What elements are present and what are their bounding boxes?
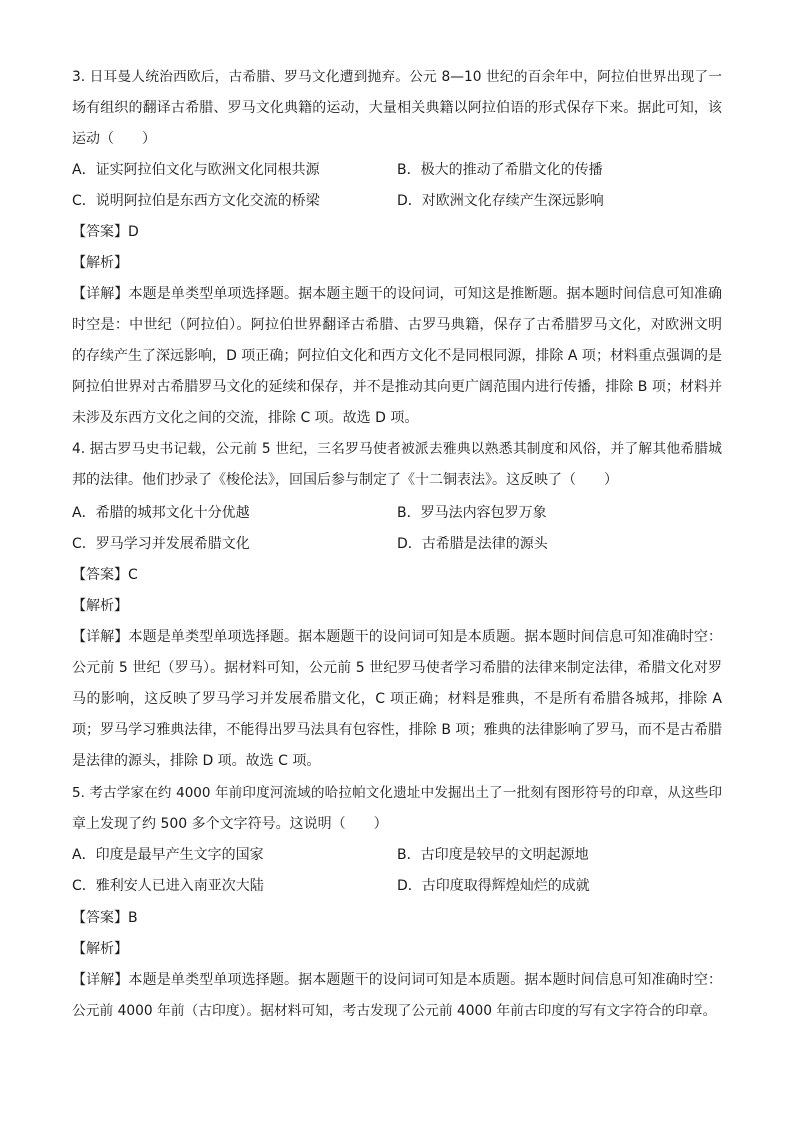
q3-option-a: A．证实阿拉伯文化与欧洲文化同根共源 [72, 162, 320, 178]
q3-option-d: D．对欧洲文化存续产生深远影响 [397, 193, 604, 209]
q3-stem-line-2: 场有组织的翻译古希腊、罗马文化典籍的运动，大量相关典籍以阿拉伯语的形式保存下来。据此可知，该 [72, 100, 722, 116]
q4-detail-line-5: 是法律的源头，排除 D 项。故选 C 项。 [72, 753, 321, 769]
q3-analysis-label: 【解析】 [72, 255, 128, 271]
q3-option-c: C．说明阿拉伯是东西方文化交流的桥梁 [72, 193, 320, 209]
q5-option-d: D．古印度取得辉煌灿烂的成就 [397, 878, 590, 894]
q4-option-d: D．古希腊是法律的源头 [397, 536, 548, 552]
q4-detail-line-3: 马的影响，这反映了罗马学习并发展希腊文化，C 项正确；材料是雅典，不是所有希腊各城邦，排除 A [72, 691, 722, 707]
q5-option-a: A．印度是最早产生文字的国家 [72, 847, 264, 863]
q5-stem-line-2: 章上发现了约 500 多个文字符号。这说明（ ） [72, 816, 388, 832]
q4-option-b: B．罗马法内容包罗万象 [397, 505, 547, 521]
q3-answer: 【答案】D [72, 224, 139, 240]
q3-detail-line-5: 未涉及东西方文化之间的交流，排除 C 项。故选 D 项。 [72, 410, 419, 426]
q3-detail-line-3: 的存续产生了深远影响，D 项正确；阿拉伯文化和西方文化不是同根同源，排除 A 项；材料重点强调的是 [72, 348, 722, 364]
q4-option-a: A．希腊的城邦文化十分优越 [72, 505, 250, 521]
q4-answer: 【答案】C [72, 567, 138, 583]
q3-detail-line-1: 【详解】本题是单类型单项选择题。据本题主题干的设问词，可知这是推断题。据本题时间信息可知准确 [72, 286, 722, 302]
q5-detail-line-2: 公元前 4000 年前（古印度）。据材料可知，考古发现了公元前 4000 年前古印度的写有文字符合的印章。 [72, 1003, 717, 1019]
q5-option-c: C．雅利安人已进入南亚次大陆 [72, 878, 264, 894]
q4-stem-line-2: 邦的法律。他们抄录了《梭伦法》，回国后参与制定了《十二铜表法》。这反映了（ ） [72, 472, 618, 488]
q5-analysis-label: 【解析】 [72, 941, 128, 957]
q5-detail-line-1: 【详解】本题是单类型单项选择题。据本题题干的设问词可知是本质题。据本题时间信息可知准确时空： [72, 972, 722, 988]
q3-option-b: B．极大的推动了希腊文化的传播 [397, 162, 603, 178]
q5-answer: 【答案】B [72, 910, 138, 926]
q5-stem-line-1: 5. 考古学家在约 4000 年前印度河流域的哈拉帕文化遗址中发掘出土了一批刻有图形符号的印章，从这些印 [72, 785, 722, 801]
q3-detail-line-2: 时空是：中世纪（阿拉伯）。阿拉伯世界翻译古希腊、古罗马典籍，保存了古希腊罗马文化，对欧洲文明 [72, 317, 722, 333]
q4-analysis-label: 【解析】 [72, 598, 128, 614]
q4-stem-line-1: 4. 据古罗马史书记载，公元前 5 世纪，三名罗马使者被派去雅典以熟悉其制度和风俗，并了解其他希腊城 [72, 441, 722, 457]
q3-stem-line-1: 3. 日耳曼人统治西欧后，古希腊、罗马文化遭到抛弃。公元 8—10 世纪的百余年中，阿拉伯世界出现了一 [72, 69, 722, 85]
q4-detail-line-4: 项；罗马学习雅典法律，不能得出罗马法具有包容性，排除 B 项；雅典的法律影响了罗马，而不是古希腊 [72, 722, 722, 738]
q4-detail-line-1: 【详解】本题是单类型单项选择题。据本题题干的设问词可知是本质题。据本题时间信息可知准确时空： [72, 629, 722, 645]
q3-stem-line-3: 运动（ ） [72, 131, 156, 147]
q3-detail-line-4: 阿拉伯世界对古希腊罗马文化的延续和保存，并不是推动其向更广阔范围内进行传播，排除 B 项；材料并 [72, 379, 722, 395]
q4-detail-line-2: 公元前 5 世纪（罗马）。据材料可知，公元前 5 世纪罗马使者学习希腊的法律来制定法律，希腊文化对罗 [72, 660, 722, 676]
q4-option-c: C．罗马学习并发展希腊文化 [72, 536, 250, 552]
q5-option-b: B．古印度是较早的文明起源地 [397, 847, 589, 863]
